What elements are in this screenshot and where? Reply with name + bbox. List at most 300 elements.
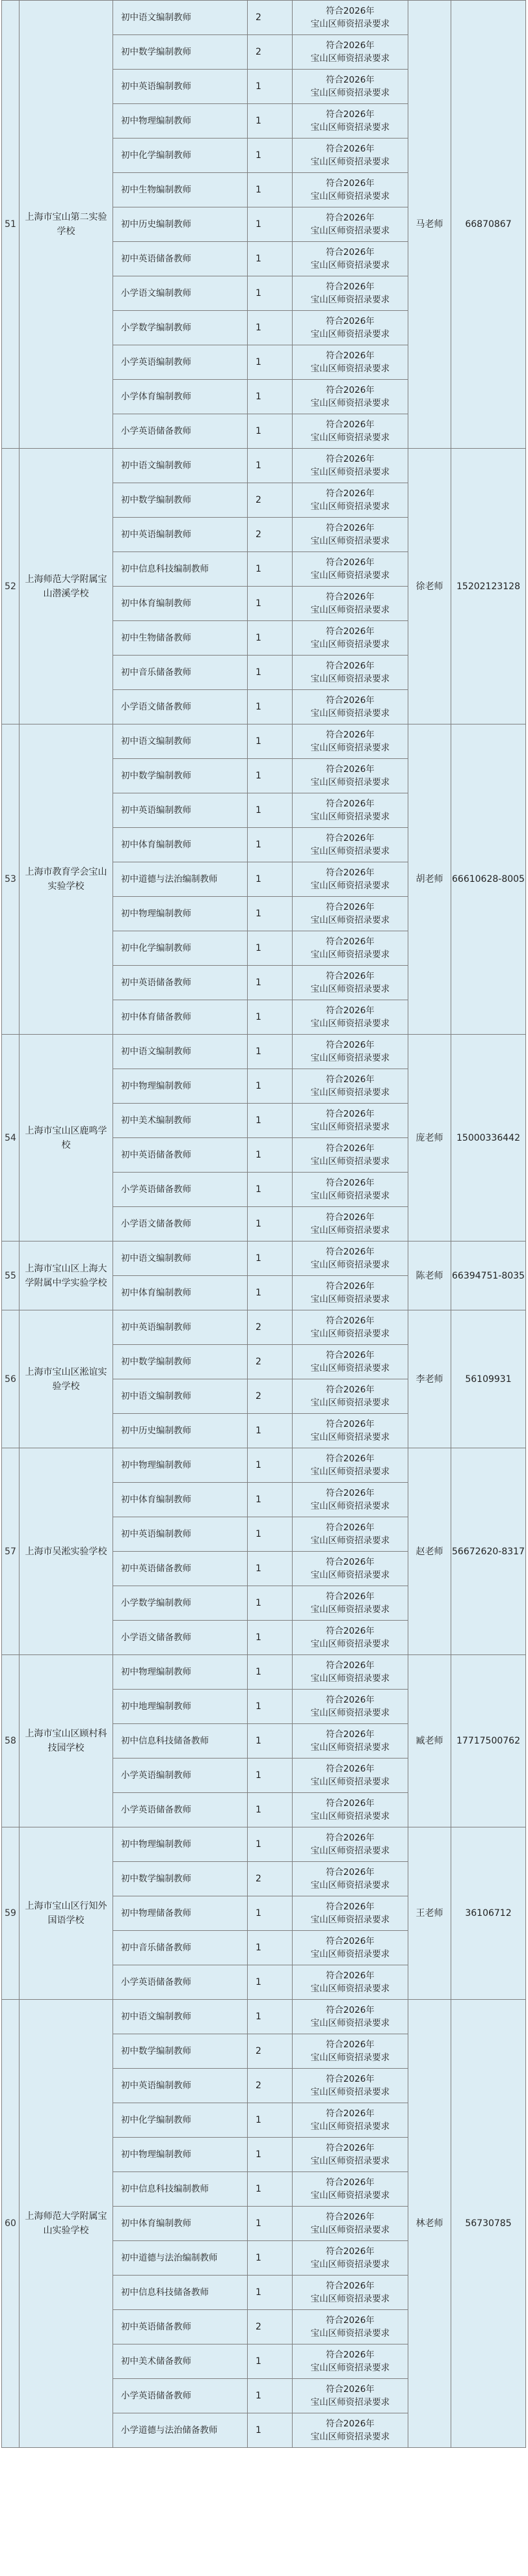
requirement-cell [293, 1827, 408, 1862]
requirement-line-2: 宝山区师资招录要求 [310, 1708, 390, 1718]
post-name: 初中语文编制教师 [113, 2000, 248, 2034]
post-name: 小学语文储备教师 [113, 690, 248, 724]
requirement-line-2: 宝山区师资招录要求 [310, 639, 390, 650]
row-number: 58 [2, 1655, 20, 1827]
requirement-cell [293, 104, 408, 139]
requirement-line-1: 符合2026年 [326, 1764, 375, 1774]
post-name: 小学数学编制教师 [113, 1586, 248, 1621]
contact-person: 王老师 [408, 1827, 451, 2000]
requirement-cell [293, 2310, 408, 2344]
requirement-cell [293, 2000, 408, 2034]
post-name: 初中音乐储备教师 [113, 1931, 248, 1965]
requirement-line-2: 宝山区师资招录要求 [310, 1501, 390, 1511]
post-count: 1 [248, 690, 293, 724]
post-name: 初中体育编制教师 [113, 828, 248, 862]
school-name: 上海市教育学会宝山实验学校 [20, 724, 113, 1035]
requirement-line-2: 宝山区师资招录要求 [310, 949, 390, 960]
post-count: 1 [248, 1931, 293, 1965]
row-number: 60 [2, 2000, 20, 2448]
requirement-line-2: 宝山区师资招录要求 [310, 19, 390, 29]
requirement-cell [293, 931, 408, 966]
post-count: 2 [248, 35, 293, 70]
post-name: 初中数学编制教师 [113, 1345, 248, 1379]
post-name: 初中数学编制教师 [113, 759, 248, 793]
post-name: 初中信息科技储备教师 [113, 2276, 248, 2310]
post-name: 初中英语编制教师 [113, 70, 248, 104]
requirement-line-2: 宝山区师资招录要求 [310, 1156, 390, 1167]
requirement-line-2: 宝山区师资招录要求 [310, 329, 390, 339]
post-name: 初中信息科技储备教师 [113, 1724, 248, 1759]
post-name: 小学语文编制教师 [113, 276, 248, 311]
school-name: 上海师范大学附属宝山实验学校 [20, 2000, 113, 2448]
post-count: 1 [248, 2172, 293, 2207]
requirement-line-2: 宝山区师资招录要求 [310, 1260, 390, 1270]
requirement-line-2: 宝山区师资招录要求 [310, 812, 390, 822]
requirement-line-2: 宝山区师资招录要求 [310, 1053, 390, 1063]
post-name: 初中数学编制教师 [113, 35, 248, 70]
post-count: 1 [248, 1827, 293, 1862]
post-name: 初中英语储备教师 [113, 242, 248, 276]
post-name: 初中信息科技编制教师 [113, 2172, 248, 2207]
requirement-line-1: 符合2026年 [326, 282, 375, 292]
requirement-cell [293, 1621, 408, 1655]
requirement-line-2: 宝山区师资招录要求 [310, 2190, 390, 2201]
requirement-line-2: 宝山区师资招录要求 [310, 1949, 390, 1959]
requirement-line-1: 符合2026年 [326, 1557, 375, 1567]
requirement-cell [293, 656, 408, 690]
requirement-line-1: 符合2026年 [326, 1591, 375, 1602]
requirement-line-2: 宝山区师资招录要求 [310, 777, 390, 788]
post-count: 1 [248, 1759, 293, 1793]
row-number: 53 [2, 724, 20, 1035]
post-name: 初中体育编制教师 [113, 2207, 248, 2241]
post-count: 1 [248, 1414, 293, 1448]
post-count: 1 [248, 587, 293, 621]
post-name: 初中物理编制教师 [113, 1655, 248, 1690]
requirement-line-1: 符合2026年 [326, 144, 375, 154]
post-name: 初中音乐储备教师 [113, 656, 248, 690]
requirement-line-2: 宝山区师资招录要求 [310, 984, 390, 994]
requirement-line-1: 符合2026年 [326, 109, 375, 120]
requirement-line-2: 宝山区师资招录要求 [310, 1673, 390, 1684]
requirement-cell [293, 1931, 408, 1965]
post-name: 小学英语储备教师 [113, 1173, 248, 1207]
requirement-line-2: 宝山区师资招录要求 [310, 1846, 390, 1856]
post-name: 小学语文储备教师 [113, 1621, 248, 1655]
table-row [2, 1827, 526, 1862]
requirement-cell [293, 1483, 408, 1517]
post-name: 小学英语编制教师 [113, 1759, 248, 1793]
requirement-cell [293, 1069, 408, 1104]
post-count: 1 [248, 1069, 293, 1104]
requirement-line-1: 符合2026年 [326, 75, 375, 85]
requirement-line-2: 宝山区师资招录要求 [310, 1294, 390, 1305]
requirement-line-1: 符合2026年 [326, 695, 375, 706]
requirement-line-1: 符合2026年 [326, 1350, 375, 1361]
requirement-cell [293, 1862, 408, 1896]
table-row [2, 1310, 526, 1345]
requirement-cell [293, 2276, 408, 2310]
post-count: 1 [248, 1104, 293, 1138]
requirement-line-1: 符合2026年 [326, 419, 375, 430]
contact-phone: 66870867 [451, 1, 526, 449]
requirement-line-1: 符合2026年 [326, 1660, 375, 1671]
post-count: 1 [248, 173, 293, 207]
requirement-cell [293, 1724, 408, 1759]
post-count: 1 [248, 966, 293, 1000]
post-name: 初中物理编制教师 [113, 2138, 248, 2172]
requirement-cell [293, 2069, 408, 2103]
requirement-cell [293, 345, 408, 380]
school-name: 上海市宝山区上海大学附属中学实验学校 [20, 1242, 113, 1310]
post-count: 1 [248, 1552, 293, 1586]
row-number: 52 [2, 449, 20, 724]
requirement-line-1: 符合2026年 [326, 351, 375, 361]
requirement-cell [293, 793, 408, 828]
post-count: 2 [248, 483, 293, 518]
requirement-line-2: 宝山区师资招录要求 [310, 2294, 390, 2304]
post-name: 初中历史编制教师 [113, 1414, 248, 1448]
requirement-cell [293, 552, 408, 587]
requirement-cell [293, 724, 408, 759]
requirement-cell [293, 621, 408, 656]
post-count: 2 [248, 518, 293, 552]
requirement-cell [293, 1793, 408, 1827]
post-name: 初中数学编制教师 [113, 2034, 248, 2069]
post-count: 1 [248, 1242, 293, 1276]
school-name: 上海市宝山区行知外国语学校 [20, 1827, 113, 2000]
requirement-cell [293, 2138, 408, 2172]
post-count: 1 [248, 2344, 293, 2379]
post-count: 1 [248, 1586, 293, 1621]
requirement-line-2: 宝山区师资招录要求 [310, 364, 390, 374]
post-name: 初中物理编制教师 [113, 1069, 248, 1104]
requirement-line-1: 符合2026年 [326, 2384, 375, 2395]
requirement-line-1: 符合2026年 [326, 523, 375, 533]
requirement-cell [293, 1517, 408, 1552]
row-number: 51 [2, 1, 20, 449]
requirement-cell [293, 1345, 408, 1379]
requirement-cell [293, 2172, 408, 2207]
post-count: 1 [248, 276, 293, 311]
requirement-line-2: 宝山区师资招录要求 [310, 881, 390, 891]
post-name: 初中语文编制教师 [113, 1379, 248, 1414]
requirement-line-2: 宝山区师资招录要求 [310, 1432, 390, 1442]
post-count: 1 [248, 862, 293, 897]
post-name: 初中物理编制教师 [113, 104, 248, 139]
requirement-line-2: 宝山区师资招录要求 [310, 2156, 390, 2166]
post-name: 初中信息科技编制教师 [113, 552, 248, 587]
requirement-line-2: 宝山区师资招录要求 [310, 1191, 390, 1201]
contact-phone: 36106712 [451, 1827, 526, 2000]
requirement-cell [293, 1035, 408, 1069]
requirement-line-2: 宝山区师资招录要求 [310, 2363, 390, 2373]
post-count: 1 [248, 931, 293, 966]
requirement-cell [293, 311, 408, 345]
contact-person: 马老师 [408, 1, 451, 449]
post-count: 1 [248, 1483, 293, 1517]
requirement-line-2: 宝山区师资招录要求 [310, 1398, 390, 1408]
requirement-line-1: 符合2026年 [326, 764, 375, 775]
requirement-line-2: 宝山区师资招录要求 [310, 1742, 390, 1753]
requirement-line-1: 符合2026年 [326, 2005, 375, 2015]
requirement-line-1: 符合2026年 [326, 2350, 375, 2360]
requirement-line-2: 宝山区师资招录要求 [310, 398, 390, 408]
requirement-line-2: 宝山区师资招录要求 [310, 2259, 390, 2270]
post-name: 初中英语编制教师 [113, 1517, 248, 1552]
contact-phone: 56109931 [451, 1310, 526, 1448]
requirement-line-1: 符合2026年 [326, 316, 375, 326]
post-name: 初中英语编制教师 [113, 1310, 248, 1345]
post-count: 1 [248, 1035, 293, 1069]
post-count: 1 [248, 2276, 293, 2310]
table-row [2, 724, 526, 759]
post-name: 初中道德与法治编制教师 [113, 862, 248, 897]
post-count: 1 [248, 1965, 293, 2000]
requirement-line-1: 符合2026年 [326, 454, 375, 464]
requirement-line-1: 符合2026年 [326, 1695, 375, 1705]
requirement-line-1: 符合2026年 [326, 971, 375, 981]
post-name: 初中生物编制教师 [113, 173, 248, 207]
requirement-cell [293, 1138, 408, 1173]
requirement-line-1: 符合2026年 [326, 1833, 375, 1843]
requirement-cell [293, 828, 408, 862]
post-name: 初中体育编制教师 [113, 1483, 248, 1517]
post-count: 1 [248, 1173, 293, 1207]
requirement-line-2: 宝山区师资招录要求 [310, 743, 390, 753]
post-count: 1 [248, 1655, 293, 1690]
requirement-line-2: 宝山区师资招录要求 [310, 295, 390, 305]
requirement-cell [293, 70, 408, 104]
requirement-line-1: 符合2026年 [326, 385, 375, 395]
post-name: 初中数学编制教师 [113, 1862, 248, 1896]
post-count: 1 [248, 1793, 293, 1827]
requirement-line-1: 符合2026年 [326, 833, 375, 843]
post-name: 初中体育储备教师 [113, 1000, 248, 1035]
post-count: 1 [248, 828, 293, 862]
requirement-line-1: 符合2026年 [326, 1143, 375, 1154]
requirement-line-1: 符合2026年 [326, 1971, 375, 1981]
post-name: 初中英语编制教师 [113, 2069, 248, 2103]
requirement-cell [293, 173, 408, 207]
requirement-line-1: 符合2026年 [326, 40, 375, 51]
requirement-line-1: 符合2026年 [326, 1109, 375, 1119]
requirement-line-1: 符合2026年 [326, 592, 375, 602]
post-count: 1 [248, 1448, 293, 1483]
requirement-cell [293, 1690, 408, 1724]
requirement-cell [293, 1586, 408, 1621]
requirement-cell [293, 2379, 408, 2413]
requirement-line-2: 宝山区师资招录要求 [310, 122, 390, 133]
requirement-line-1: 符合2026年 [326, 1385, 375, 1395]
requirement-line-2: 宝山区师资招录要求 [310, 467, 390, 477]
post-count: 1 [248, 1138, 293, 1173]
post-count: 1 [248, 552, 293, 587]
table-row [2, 1448, 526, 1483]
requirement-line-2: 宝山区师资招录要求 [310, 2432, 390, 2442]
requirement-line-1: 符合2026年 [326, 1798, 375, 1809]
requirement-line-2: 宝山区师资招录要求 [310, 191, 390, 202]
requirement-cell [293, 414, 408, 449]
requirement-cell [293, 2241, 408, 2276]
post-name: 初中语文编制教师 [113, 724, 248, 759]
contact-person: 庞老师 [408, 1035, 451, 1242]
requirement-cell [293, 1379, 408, 1414]
requirement-line-2: 宝山区师资招录要求 [310, 501, 390, 512]
requirement-cell [293, 1173, 408, 1207]
post-name: 初中生物储备教师 [113, 621, 248, 656]
requirement-cell [293, 1207, 408, 1242]
requirement-line-2: 宝山区师资招录要求 [310, 1467, 390, 1477]
requirement-line-2: 宝山区师资招录要求 [310, 915, 390, 925]
contact-phone: 17717500762 [451, 1655, 526, 1827]
requirement-line-1: 符合2026年 [326, 2177, 375, 2188]
post-count: 1 [248, 1896, 293, 1931]
requirement-line-1: 符合2026年 [326, 2108, 375, 2119]
school-name: 上海师范大学附属宝山潜溪学校 [20, 449, 113, 724]
requirement-line-1: 符合2026年 [326, 936, 375, 947]
post-count: 1 [248, 242, 293, 276]
contact-person: 徐老师 [408, 449, 451, 724]
requirement-line-2: 宝山区师资招录要求 [310, 2328, 390, 2339]
requirement-line-2: 宝山区师资招录要求 [310, 674, 390, 684]
row-number: 56 [2, 1310, 20, 1448]
requirement-cell [293, 483, 408, 518]
requirement-line-2: 宝山区师资招录要求 [310, 1984, 390, 1994]
requirement-cell [293, 2344, 408, 2379]
post-count: 1 [248, 139, 293, 173]
requirement-line-2: 宝山区师资招录要求 [310, 1777, 390, 1787]
post-count: 1 [248, 449, 293, 483]
post-name: 初中英语储备教师 [113, 1138, 248, 1173]
requirement-line-2: 宝山区师资招录要求 [310, 88, 390, 98]
contact-person: 林老师 [408, 2000, 451, 2448]
post-name: 初中道德与法治编制教师 [113, 2241, 248, 2276]
table-row [2, 449, 526, 483]
requirement-line-1: 符合2026年 [326, 2281, 375, 2291]
post-name: 初中语文编制教师 [113, 1035, 248, 1069]
post-count: 1 [248, 207, 293, 242]
post-count: 2 [248, 1, 293, 35]
requirement-line-1: 符合2026年 [326, 2143, 375, 2153]
post-name: 初中物理编制教师 [113, 1448, 248, 1483]
requirement-line-2: 宝山区师资招录要求 [310, 1087, 390, 1098]
post-count: 2 [248, 2034, 293, 2069]
contact-phone: 15000336442 [451, 1035, 526, 1242]
requirement-line-2: 宝山区师资招录要求 [310, 260, 390, 271]
requirement-cell [293, 449, 408, 483]
post-count: 1 [248, 345, 293, 380]
contact-person: 胡老师 [408, 724, 451, 1035]
post-name: 小学英语储备教师 [113, 1793, 248, 1827]
post-count: 1 [248, 70, 293, 104]
post-name: 小学英语储备教师 [113, 2379, 248, 2413]
requirement-cell [293, 518, 408, 552]
requirement-cell [293, 1965, 408, 2000]
requirement-line-2: 宝山区师资招录要求 [310, 1570, 390, 1580]
requirement-line-1: 符合2026年 [326, 661, 375, 671]
requirement-line-1: 符合2026年 [326, 2246, 375, 2257]
post-count: 2 [248, 1310, 293, 1345]
requirement-line-1: 符合2026年 [326, 1902, 375, 1912]
row-number: 54 [2, 1035, 20, 1242]
school-name: 上海市宝山区淞谊实验学校 [20, 1310, 113, 1448]
requirement-line-2: 宝山区师资招录要求 [310, 432, 390, 443]
requirement-cell [293, 1310, 408, 1345]
requirement-line-2: 宝山区师资招录要求 [310, 1811, 390, 1822]
requirement-cell [293, 1896, 408, 1931]
requirement-line-2: 宝山区师资招录要求 [310, 2121, 390, 2132]
requirement-line-1: 符合2026年 [326, 6, 375, 16]
row-number: 59 [2, 1827, 20, 2000]
requirement-cell [293, 587, 408, 621]
contact-person: 李老师 [408, 1310, 451, 1448]
post-name: 初中语文编制教师 [113, 449, 248, 483]
post-name: 初中美术储备教师 [113, 2344, 248, 2379]
post-count: 1 [248, 2241, 293, 2276]
post-name: 小学英语储备教师 [113, 1965, 248, 2000]
requirement-line-2: 宝山区师资招录要求 [310, 1122, 390, 1132]
post-count: 1 [248, 724, 293, 759]
post-count: 1 [248, 414, 293, 449]
requirement-line-1: 符合2026年 [326, 213, 375, 223]
requirement-line-1: 符合2026年 [326, 488, 375, 499]
requirement-line-2: 宝山区师资招录要求 [310, 1329, 390, 1339]
requirement-line-1: 符合2026年 [326, 1178, 375, 1188]
table-row [2, 1655, 526, 1690]
requirement-line-1: 符合2026年 [326, 2074, 375, 2084]
post-name: 初中英语储备教师 [113, 966, 248, 1000]
requirement-line-1: 符合2026年 [326, 730, 375, 740]
requirement-line-1: 符合2026年 [326, 2419, 375, 2429]
requirement-line-2: 宝山区师资招录要求 [310, 1880, 390, 1891]
requirement-line-2: 宝山区师资招录要求 [310, 708, 390, 719]
school-name: 上海市宝山区鹿鸣学校 [20, 1035, 113, 1242]
post-count: 1 [248, 1207, 293, 1242]
post-name: 初中语文编制教师 [113, 1242, 248, 1276]
row-number: 55 [2, 1242, 20, 1310]
requirement-line-1: 符合2026年 [326, 1454, 375, 1464]
post-name: 初中地理编制教师 [113, 1690, 248, 1724]
row-number: 57 [2, 1448, 20, 1655]
requirement-cell [293, 1000, 408, 1035]
post-name: 初中化学编制教师 [113, 139, 248, 173]
post-count: 1 [248, 1690, 293, 1724]
requirement-line-1: 符合2026年 [326, 1626, 375, 1636]
requirement-line-1: 符合2026年 [326, 2039, 375, 2050]
requirement-cell [293, 759, 408, 793]
post-count: 2 [248, 2069, 293, 2103]
requirement-cell [293, 862, 408, 897]
requirement-cell [293, 2413, 408, 2448]
post-name: 初中数学编制教师 [113, 483, 248, 518]
requirement-line-2: 宝山区师资招录要求 [310, 2397, 390, 2408]
table-row [2, 1242, 526, 1276]
post-count: 1 [248, 1517, 293, 1552]
post-count: 1 [248, 2207, 293, 2241]
post-count: 1 [248, 2103, 293, 2138]
post-name: 初中体育编制教师 [113, 1276, 248, 1310]
requirement-line-2: 宝山区师资招录要求 [310, 1225, 390, 1236]
requirement-cell [293, 139, 408, 173]
requirement-line-1: 符合2026年 [326, 1729, 375, 1740]
requirement-cell [293, 2207, 408, 2241]
post-name: 小学道德与法治储备教师 [113, 2413, 248, 2448]
post-name: 初中英语编制教师 [113, 793, 248, 828]
post-count: 1 [248, 2413, 293, 2448]
contact-person: 赵老师 [408, 1448, 451, 1655]
post-name: 初中物理储备教师 [113, 1896, 248, 1931]
